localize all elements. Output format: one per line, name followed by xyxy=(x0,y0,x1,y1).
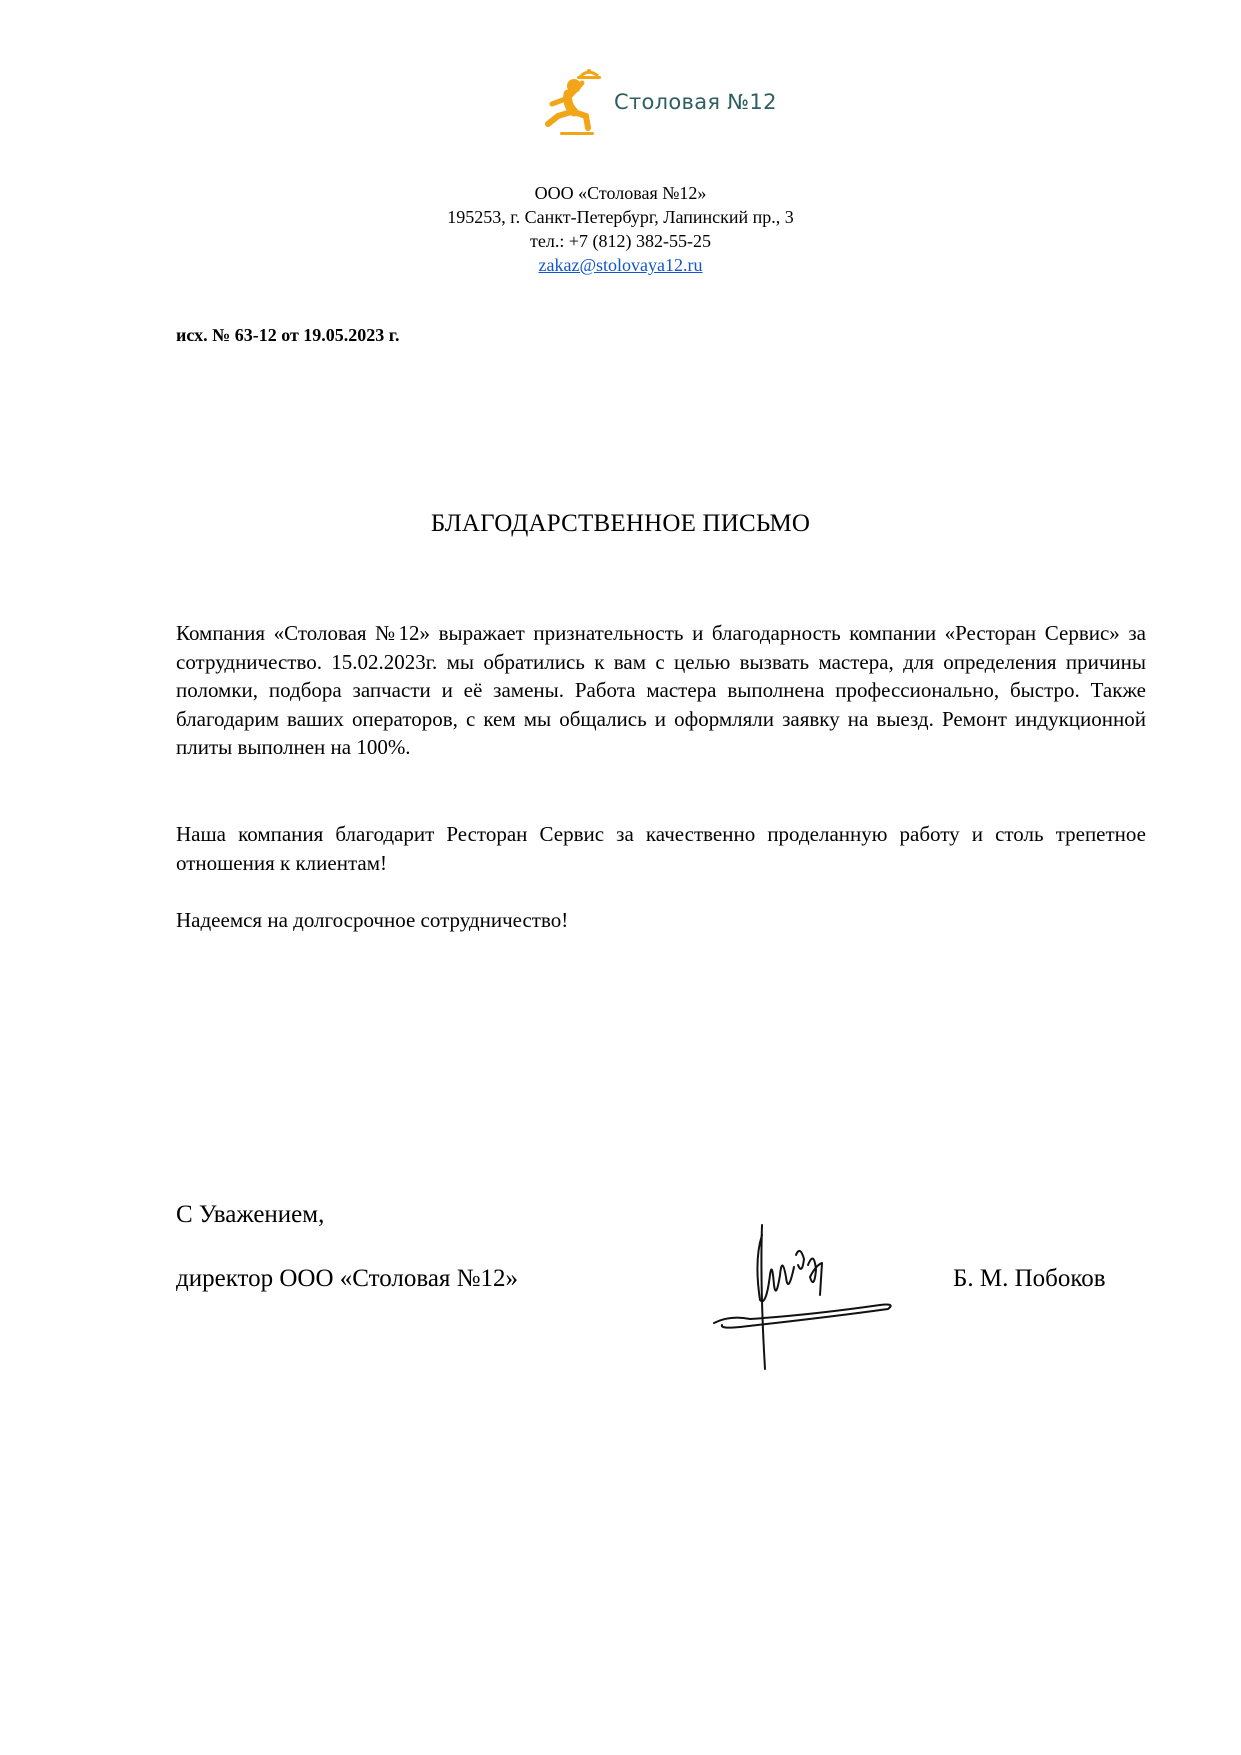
logo-text: Столовая №12 xyxy=(614,90,777,114)
signer-name: Б. М. Побоков xyxy=(953,1265,1106,1292)
outgoing-number: исх. № 63-12 от 19.05.2023 г. xyxy=(176,325,400,345)
company-logo xyxy=(540,66,800,138)
company-requisites xyxy=(0,181,1241,277)
body-paragraph-3: Надеемся на долгосрочное сотрудничество! xyxy=(176,908,569,932)
company-email-link[interactable]: zakaz@stolovaya12.ru xyxy=(538,255,703,275)
company-address: 195253, г. Санкт-Петербург, Лапинский пр., 3 xyxy=(447,207,794,227)
document-title: БЛАГОДАРСТВЕННОЕ ПИСЬМО xyxy=(430,510,811,537)
running-waiter-icon xyxy=(540,66,616,138)
handwritten-signature xyxy=(710,1215,910,1375)
company-name: ООО «Столовая №12» xyxy=(534,183,707,203)
company-phone: тел.: +7 (812) 382-55-25 xyxy=(530,231,711,251)
signer-position: директор ООО «Столовая №12» xyxy=(176,1265,519,1292)
body-paragraph-1: Компания «Столовая №12» выражает признательность и благодарность компании «Ресторан Сервис» за сотрудничество. 15.02.2023г. мы обратились к вам с целью вызвать мастера, для определения причины поломки, подбора запчасти и её замены. Работа мастера выполнена профессионально, быстро. Также благодарим ваших операторов, с кем мы общались и оформляли заявку на выезд. Ремонт индукционной плиты выполнен на 100%. xyxy=(176,621,1146,759)
closing-regards: С Уважением, xyxy=(176,1201,325,1228)
body-paragraph-2: Наша компания благодарит Ресторан Сервис за качественно проделанную работу и столь трепетное отношения к клиентам! xyxy=(176,822,1146,875)
